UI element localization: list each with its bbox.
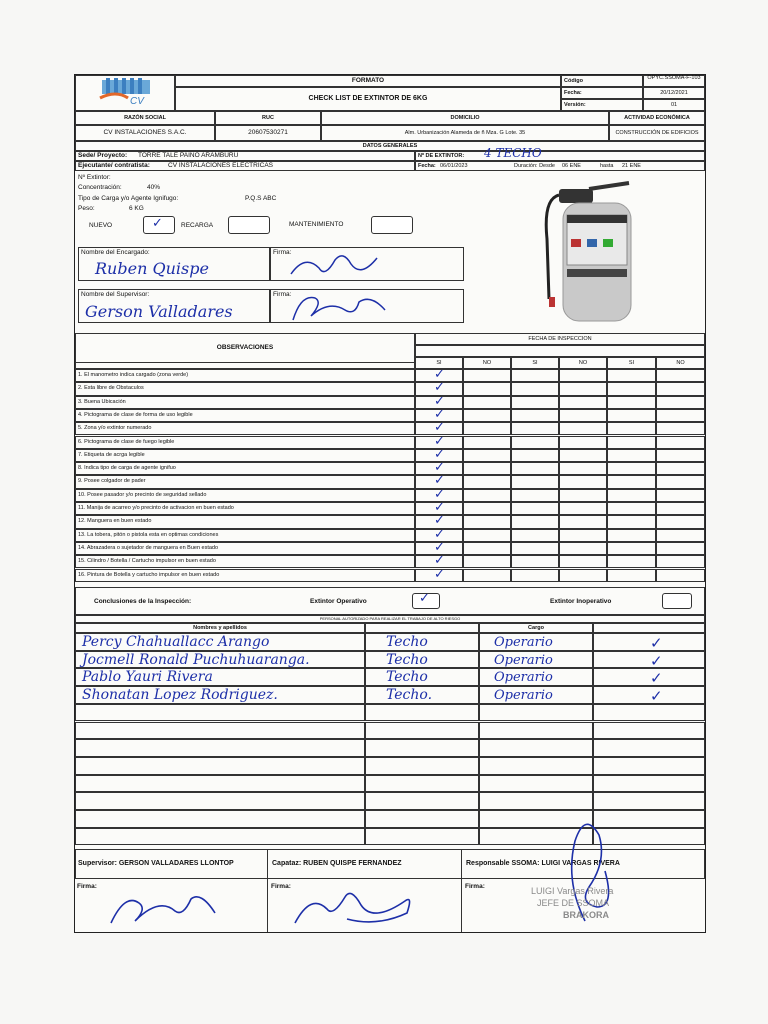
no-cell[interactable] (559, 475, 607, 488)
no-cell[interactable] (463, 436, 511, 449)
si-cell[interactable] (607, 422, 656, 435)
inspection-item-row: 15. Cilindro / Botella / Cartucho impulsor en buen estado (75, 555, 415, 568)
check-header (593, 623, 705, 633)
encargado-signature (285, 250, 385, 280)
personal-check-icon: ✓ (650, 634, 663, 652)
check-mark-icon: ✓ (434, 420, 445, 436)
hasta-label: hasta (600, 163, 614, 169)
si-cell[interactable] (607, 396, 656, 409)
observaciones-header: OBSERVACIONES (75, 333, 415, 363)
personal-check-icon: ✓ (650, 669, 663, 688)
si-header-2: SI (511, 357, 559, 369)
si-cell[interactable] (511, 449, 559, 462)
stamp-line-1: LUIGI Vargas Rivera (531, 886, 614, 896)
ruc-label: RUC (215, 111, 321, 125)
si-cell[interactable] (607, 409, 656, 422)
personal-cargo-cell (479, 633, 593, 651)
footer-divider-1 (267, 849, 268, 932)
nuevo-label: NUEVO (89, 222, 113, 229)
inspection-item-row: 3. Buena Ubicación (75, 396, 415, 409)
no-cell[interactable] (656, 475, 705, 488)
si-cell[interactable] (607, 475, 656, 488)
si-cell[interactable] (511, 489, 559, 502)
personal-nombre-cell (75, 686, 365, 704)
fire-extinguisher-image (537, 179, 647, 329)
no-cell[interactable] (559, 396, 607, 409)
personal-check-cell (593, 668, 705, 686)
datos-generales-title: DATOS GENERALES (75, 141, 705, 151)
recarga-label: RECARGA (181, 222, 214, 229)
stamp-line-3: BRAKORA (563, 910, 609, 920)
inspection-item-row: 1. El manometro indica cargado (zona verde) (75, 369, 415, 382)
no-header-2: NO (559, 357, 607, 369)
inspection-item-row: 4. Pictograma de clase de forma de uso legible (75, 409, 415, 422)
si-cell[interactable] (511, 436, 559, 449)
fecha-inspeccion-header: FECHA DE INSPECCION (415, 333, 705, 345)
document-title: CHECK LIST DE EXTINTOR DE 6KG (175, 87, 561, 111)
si-cell[interactable] (607, 502, 656, 515)
no-cell[interactable] (559, 529, 607, 542)
check-mark-icon: ✓ (434, 473, 445, 489)
si-header-1: SI (415, 357, 463, 369)
personal-check-cell (593, 775, 705, 793)
personal-nombre-cell (75, 651, 365, 669)
cargo-header: Cargo (479, 623, 593, 633)
razon-social-label: RAZÓN SOCIAL (75, 111, 215, 125)
no-cell[interactable] (463, 555, 511, 568)
si-cell[interactable] (511, 462, 559, 475)
no-cell[interactable] (463, 569, 511, 582)
formato-label: FORMATO (175, 75, 561, 87)
personal-area-cell (365, 651, 479, 669)
supervisor-signature (289, 290, 399, 324)
domicilio-label: DOMICILIO (321, 111, 609, 125)
personal-area-value: Techo (386, 651, 428, 668)
si-cell[interactable] (511, 396, 559, 409)
no-cell[interactable] (656, 409, 705, 422)
nuevo-checkbox[interactable] (143, 216, 175, 234)
sede-label: Sede/ Proyecto: (78, 152, 128, 159)
concentracion-label: Concentración: (78, 184, 122, 191)
personal-nombre-cell (75, 810, 365, 828)
no-cell[interactable] (559, 369, 607, 382)
check-mark-icon: ✓ (434, 460, 445, 476)
personal-cargo-value: Operario (494, 635, 553, 650)
encargado-name-box (78, 247, 270, 281)
no-cell[interactable] (656, 529, 705, 542)
check-mark-icon: ✓ (434, 406, 445, 422)
personal-cargo-cell (479, 651, 593, 669)
personal-area-cell (365, 792, 479, 810)
encargado-firma-box (270, 247, 464, 281)
personal-cargo-cell (479, 739, 593, 757)
inspection-item-row: 7. Etiqueta de acrga legible (75, 449, 415, 462)
fecha-value: 06/01/2023 (440, 163, 468, 169)
personal-check-cell (593, 722, 705, 740)
encargado-label: Nombre del Encargado: (81, 249, 150, 256)
desde-value: 06 ENE (562, 163, 581, 169)
personal-area-cell (365, 739, 479, 757)
inspection-item-row: 6. Pictograma de clase de fuego legible (75, 436, 415, 449)
si-cell[interactable] (607, 436, 656, 449)
personal-cargo-value: Operario (494, 652, 553, 668)
si-cell[interactable] (607, 449, 656, 462)
inspection-item-row: 11. Manija de acarreo y/o precinto de activacion en buen estado (75, 502, 415, 515)
no-cell[interactable] (656, 382, 705, 395)
personal-area-cell (365, 810, 479, 828)
codigo-label: Código (561, 75, 643, 87)
si-cell[interactable] (607, 529, 656, 542)
si-cell[interactable] (511, 542, 559, 555)
no-cell[interactable] (656, 542, 705, 555)
no-cell[interactable] (559, 422, 607, 435)
ejecutante-label: Ejecutante/ contratista: (78, 162, 150, 169)
personal-cargo-cell (479, 704, 593, 722)
personal-check-cell (593, 739, 705, 757)
no-cell[interactable] (463, 515, 511, 528)
si-cell[interactable] (511, 475, 559, 488)
fecha-inspeccion-subrow (415, 345, 705, 357)
personal-area-value: Techo (386, 634, 428, 650)
mantenimiento-checkbox[interactable] (371, 216, 413, 234)
personal-check-cell (593, 792, 705, 810)
no-cell[interactable] (463, 502, 511, 515)
ruc-value: 20607530271 (215, 125, 321, 141)
stamp-line-2: JEFE DE SSOMA (537, 898, 610, 908)
personal-nombre-cell (75, 757, 365, 775)
personal-check-cell (593, 633, 705, 651)
extintor-no-row (415, 146, 705, 161)
no-cell[interactable] (559, 555, 607, 568)
check-mark-icon: ✓ (434, 486, 445, 502)
no-cell[interactable] (559, 489, 607, 502)
supervisor-firma-label: Firma: (273, 291, 292, 298)
version-label: Versión: (561, 99, 643, 111)
ejecutante-value: CV INSTALACIONES ELECTRICAS (168, 162, 273, 169)
no-cell[interactable] (656, 396, 705, 409)
personal-check-icon: ✓ (650, 687, 663, 706)
inoperativo-label: Extintor Inoperativo (550, 598, 612, 605)
no-cell[interactable] (463, 382, 511, 395)
si-cell[interactable] (607, 489, 656, 502)
si-cell[interactable] (511, 422, 559, 435)
footer-firma-capataz-label: Firma: (271, 883, 291, 890)
no-header-3: NO (656, 357, 705, 369)
no-cell[interactable] (559, 449, 607, 462)
personal-check-cell (593, 686, 705, 704)
version-value: 01 (643, 99, 705, 111)
si-header-3: SI (607, 357, 656, 369)
personal-nombre-value: Jocmell Ronald Puchuhuaranga. (82, 651, 310, 668)
personal-cargo-value: Operario (494, 688, 553, 704)
extintor-no-label: Nº DE EXTINTOR: (418, 153, 465, 159)
personal-nombre-cell (75, 792, 365, 810)
personal-cargo-cell (479, 722, 593, 740)
no-cell[interactable] (463, 529, 511, 542)
check-mark-icon: ✓ (434, 553, 445, 569)
actividad-value: CONSTRUCCIÓN DE EDIFICIOS (609, 125, 705, 141)
personal-nombre-value: Percy Chahuallacc Arango (82, 634, 270, 650)
inspection-item-row: 5. Zona y/o extintor numerado (75, 422, 415, 435)
personal-area-cell (365, 704, 479, 722)
encargado-firma-label: Firma: (273, 249, 292, 256)
no-header-1: NO (463, 357, 511, 369)
no-cell[interactable] (559, 515, 607, 528)
duracion-label: Duración: Desde (514, 163, 555, 169)
si-cell[interactable] (607, 382, 656, 395)
footer-capataz-signature (287, 883, 427, 931)
check-mark-icon: ✓ (434, 500, 445, 515)
no-cell[interactable] (559, 502, 607, 515)
personal-area-cell (365, 828, 479, 846)
fecha-duracion-row (415, 161, 705, 171)
footer-divider-2 (461, 849, 462, 932)
no-cell[interactable] (656, 489, 705, 502)
no-cell[interactable] (463, 475, 511, 488)
check-mark-icon: ✓ (434, 433, 445, 449)
no-cell[interactable] (463, 422, 511, 435)
personal-check-cell (593, 651, 705, 669)
personal-check-cell (593, 704, 705, 722)
supervisor-value: Gerson Valladares (85, 302, 233, 321)
logo-text: CV (130, 96, 144, 107)
personal-area-cell (365, 686, 479, 704)
personal-cargo-cell (479, 792, 593, 810)
ssoma-stamp (531, 885, 613, 921)
nombres-header: Nombres y apellidos (75, 623, 365, 633)
nuevo-check-icon: ✓ (152, 216, 163, 231)
supervisor-name-box (78, 289, 270, 323)
personal-nombre-cell (75, 668, 365, 686)
peso-value: 6 KG (129, 205, 144, 212)
check-mark-icon: ✓ (434, 446, 445, 462)
personal-cargo-cell (479, 757, 593, 775)
footer-capataz: Capataz: RUBEN QUISPE FERNANDEZ (272, 860, 402, 867)
peso-label: Peso: (78, 205, 95, 212)
si-cell[interactable] (511, 555, 559, 568)
personal-nombre-value: Shonatan Lopez Rodriguez. (82, 687, 278, 704)
operativo-label: Extintor Operativo (310, 598, 367, 605)
personal-cargo-cell (479, 668, 593, 686)
footer-responsable: Responsable SSOMA: LUIGI VARGAS RIVERA (466, 860, 620, 867)
no-cell[interactable] (559, 409, 607, 422)
tipo-carga-label: Tipo de Carga y/o Agente Ignifugo: (78, 195, 179, 202)
company-logo-icon (76, 76, 174, 110)
personal-check-cell (593, 757, 705, 775)
sede-row (75, 151, 415, 161)
personal-check-icon: ✓ (650, 651, 663, 670)
si-cell[interactable] (511, 569, 559, 582)
no-cell[interactable] (463, 409, 511, 422)
no-cell[interactable] (559, 462, 607, 475)
no-cell[interactable] (656, 502, 705, 515)
personal-nombre-value: Pablo Yauri Rivera (82, 669, 213, 686)
inoperativo-checkbox[interactable] (662, 593, 692, 609)
mantenimiento-label: MANTENIMIENTO (289, 221, 344, 228)
si-cell[interactable] (511, 502, 559, 515)
supervisor-label: Nombre del Supervisor: (81, 291, 150, 298)
footer-firma-ssoma-label: Firma: (465, 883, 485, 890)
inspection-item-row: 14. Abrazadera o sujetador de manguera en Buen estado (75, 542, 415, 555)
personal-nombre-cell (75, 739, 365, 757)
si-cell[interactable] (607, 555, 656, 568)
check-mark-icon: ✓ (434, 380, 445, 396)
operativo-check-icon: ✓ (419, 591, 430, 606)
personal-nombre-cell (75, 828, 365, 846)
si-cell[interactable] (511, 409, 559, 422)
personal-area-value: Techo. (386, 687, 433, 704)
no-cell[interactable] (656, 462, 705, 475)
tipo-carga-value: P.Q.S ABC (245, 195, 277, 202)
inspection-item-row: 12. Manguera en buen estado (75, 515, 415, 528)
no-cell[interactable] (463, 396, 511, 409)
personal-area-value: Techo (386, 669, 428, 686)
si-cell[interactable] (607, 369, 656, 382)
si-cell[interactable] (511, 515, 559, 528)
personal-area-cell (365, 775, 479, 793)
personal-cargo-value: Operario (494, 670, 553, 686)
check-mark-icon: ✓ (434, 566, 445, 582)
codigo-value: OPYC.SSOMA-F-103 (643, 75, 705, 87)
actividad-label: ACTIVIDAD ECONÓMICA (609, 111, 705, 125)
si-cell[interactable] (511, 369, 559, 382)
inspection-item-row: 10. Posee pasador y/o precinto de seguridad sellado (75, 489, 415, 502)
check-mark-icon: ✓ (434, 393, 445, 409)
personal-nombre-cell (75, 775, 365, 793)
concentracion-value: 40% (147, 184, 161, 191)
no-cell[interactable] (559, 436, 607, 449)
personal-nombre-cell (75, 633, 365, 651)
personal-cargo-cell (479, 686, 593, 704)
fecha-doc-label: Fecha: (561, 87, 643, 99)
personal-area-cell (365, 757, 479, 775)
inspection-item-row: 8. Indica tipo de carga de agente ignifuo (75, 462, 415, 475)
personal-area-cell (365, 668, 479, 686)
personal-area-cell (365, 722, 479, 740)
conclusiones-row (75, 587, 705, 615)
recarga-checkbox[interactable] (228, 216, 270, 234)
personal-nombre-cell (75, 722, 365, 740)
si-cell[interactable] (607, 542, 656, 555)
no-cell[interactable] (559, 542, 607, 555)
no-cell[interactable] (559, 569, 607, 582)
si-cell[interactable] (607, 515, 656, 528)
area-header (365, 623, 479, 633)
si-cell[interactable] (607, 462, 656, 475)
supervisor-firma-box (270, 289, 464, 323)
check-mark-icon: ✓ (434, 526, 445, 542)
inspection-item-row: 16. Pintura de Botella y cartucho impulsor en buen estado (75, 569, 415, 582)
personal-cargo-cell (479, 775, 593, 793)
no-cell[interactable] (656, 569, 705, 582)
inspection-item-row: 13. La tobera, pitón o pistola esta en optimas condiciones (75, 529, 415, 542)
no-cell[interactable] (656, 436, 705, 449)
no-cell[interactable] (463, 489, 511, 502)
personal-header: PERSONAL AUTORIZADO PARA REALIZAR EL TRABAJO DE ALTO RIESGO (75, 615, 705, 623)
no-cell[interactable] (656, 422, 705, 435)
checklist-sheet (74, 74, 706, 933)
fecha-doc-value: 20/12/2021 (643, 87, 705, 99)
footer-supervisor: Supervisor: GERSON VALLADARES LLONTOP (78, 860, 234, 867)
check-mark-icon: ✓ (434, 539, 445, 555)
sede-value: TORRE TALE PAINO ARAMBURU (138, 152, 239, 159)
conclusiones-label: Conclusiones de la Inspección: (94, 598, 192, 605)
personal-nombre-cell (75, 704, 365, 722)
no-cell[interactable] (656, 515, 705, 528)
inspection-item-row: 2. Esta libre de Obstaculos (75, 382, 415, 395)
footer-firma-supervisor-label: Firma: (77, 883, 97, 890)
logo-cell (75, 75, 175, 111)
no-cell[interactable] (463, 449, 511, 462)
domicilio-value: Alm. Urbanización Alameda de ñ Mza. G Lote. 35 (321, 125, 609, 141)
encargado-value: Ruben Quispe (95, 259, 209, 278)
inspection-item-row: 9. Posee colgador de pader (75, 475, 415, 488)
no-cell[interactable] (656, 369, 705, 382)
no-cell[interactable] (463, 542, 511, 555)
check-mark-icon: ✓ (434, 367, 445, 382)
personal-area-cell (365, 633, 479, 651)
check-mark-icon: ✓ (434, 513, 445, 529)
fecha-label: Fecha: (418, 163, 436, 169)
razon-social-value: CV INSTALACIONES S.A.C. (75, 125, 215, 141)
operativo-checkbox[interactable] (412, 593, 440, 609)
si-cell[interactable] (511, 529, 559, 542)
si-cell[interactable] (415, 566, 463, 582)
si-cell[interactable] (511, 382, 559, 395)
no-cell[interactable] (559, 382, 607, 395)
footer-supervisor-signature (105, 887, 235, 931)
no-extintor-label: Nº Extintor: (78, 174, 111, 181)
no-cell[interactable] (656, 555, 705, 568)
extintor-no-value: 4 TECHO (484, 146, 542, 160)
ejecutante-row (75, 161, 415, 171)
no-cell[interactable] (463, 369, 511, 382)
no-cell[interactable] (463, 462, 511, 475)
hasta-value: 21 ENE (622, 163, 641, 169)
no-cell[interactable] (656, 449, 705, 462)
si-cell[interactable] (607, 569, 656, 582)
